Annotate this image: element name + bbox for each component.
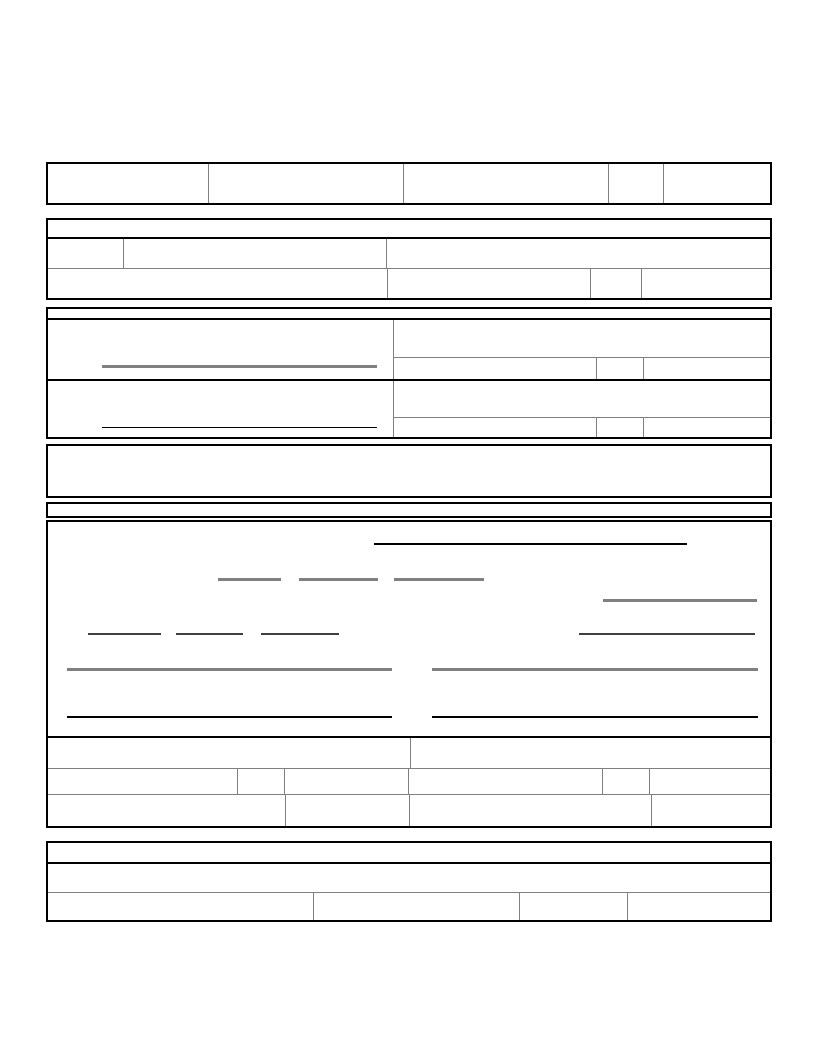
s1a-field-3[interactable]	[387, 239, 770, 268]
s1b-field-4[interactable]	[642, 269, 770, 298]
fill-line-3[interactable]	[603, 599, 757, 602]
s2b2-signature-cell[interactable]	[48, 381, 394, 437]
s2b2-field-3[interactable]	[597, 418, 644, 437]
s2b1-field-4[interactable]	[644, 358, 770, 379]
s2b1-field-1[interactable]	[394, 320, 770, 357]
header-table	[46, 162, 772, 205]
s2b1-field-3[interactable]	[597, 358, 644, 379]
er1-field-1[interactable]	[48, 738, 411, 768]
section1-title-strip	[48, 220, 770, 239]
bottom-row-1[interactable]	[48, 864, 770, 893]
divider-strip	[46, 502, 772, 518]
er3-field-3[interactable]	[410, 795, 652, 826]
section1-row-a	[48, 239, 770, 269]
s2b1-signature-cell[interactable]	[48, 320, 394, 379]
s2b1-signature-line[interactable]	[102, 365, 377, 368]
br2-field-2[interactable]	[314, 893, 520, 920]
header-field-4[interactable]	[609, 164, 664, 203]
entry-row-1	[48, 738, 770, 769]
fill-line-6b[interactable]	[432, 716, 758, 718]
section2-block-2	[48, 381, 770, 437]
bottom-row-2	[48, 893, 770, 920]
er3-field-1[interactable]	[48, 795, 286, 826]
fill-line-4c[interactable]	[261, 633, 339, 635]
fill-line-4d[interactable]	[579, 633, 755, 635]
section1-row-b	[48, 269, 770, 298]
er2-field-4[interactable]	[409, 769, 603, 794]
s2b2-signature-line[interactable]	[102, 427, 377, 428]
entry-row-3	[48, 795, 770, 826]
er2-field-1[interactable]	[48, 769, 238, 794]
s2b2-field-1[interactable]	[394, 381, 770, 417]
s2b1-field-2[interactable]	[394, 358, 597, 379]
fill-line-2a[interactable]	[218, 578, 281, 581]
header-field-1[interactable]	[48, 164, 209, 203]
fill-line-4b[interactable]	[176, 633, 243, 635]
bottom-table	[46, 841, 772, 922]
fill-line-2c[interactable]	[394, 578, 484, 581]
s2b2-right-column	[394, 381, 770, 437]
section2-block-1	[48, 320, 770, 381]
er2-field-5[interactable]	[603, 769, 650, 794]
bottom-title-strip	[48, 843, 770, 864]
fill-line-1[interactable]	[374, 543, 687, 545]
s1b-field-3[interactable]	[591, 269, 642, 298]
er2-field-6[interactable]	[650, 769, 770, 794]
s1a-field-2[interactable]	[124, 239, 387, 268]
er3-field-4[interactable]	[652, 795, 770, 826]
fill-line-6a[interactable]	[67, 716, 392, 718]
s1b-field-2[interactable]	[388, 269, 591, 298]
s2b2-subrow	[394, 417, 770, 437]
fill-in-area[interactable]	[48, 522, 770, 738]
s2b1-subrow	[394, 357, 770, 379]
section2-title-strip	[48, 309, 770, 320]
br2-field-1[interactable]	[48, 893, 314, 920]
s2b1-right-column	[394, 320, 770, 379]
header-field-5[interactable]	[664, 164, 770, 203]
er3-field-2[interactable]	[286, 795, 410, 826]
br2-field-4[interactable]	[628, 893, 770, 920]
header-field-3[interactable]	[404, 164, 609, 203]
br2-field-3[interactable]	[520, 893, 628, 920]
remarks-box[interactable]	[46, 444, 772, 498]
er2-field-3[interactable]	[285, 769, 409, 794]
fill-line-5a[interactable]	[67, 668, 392, 671]
header-field-2[interactable]	[209, 164, 404, 203]
fill-line-2b[interactable]	[299, 578, 378, 581]
er2-field-2[interactable]	[238, 769, 285, 794]
section2-table	[46, 307, 772, 439]
main-entry-table	[46, 520, 772, 828]
s2b2-field-2[interactable]	[394, 418, 597, 437]
er1-field-2[interactable]	[411, 738, 770, 768]
fill-line-5b[interactable]	[432, 668, 758, 671]
s1b-field-1[interactable]	[48, 269, 388, 298]
s1a-field-1[interactable]	[48, 239, 124, 268]
fill-line-4a[interactable]	[88, 633, 161, 635]
entry-row-2	[48, 769, 770, 795]
section1-table	[46, 218, 772, 300]
s2b2-field-4[interactable]	[644, 418, 770, 437]
